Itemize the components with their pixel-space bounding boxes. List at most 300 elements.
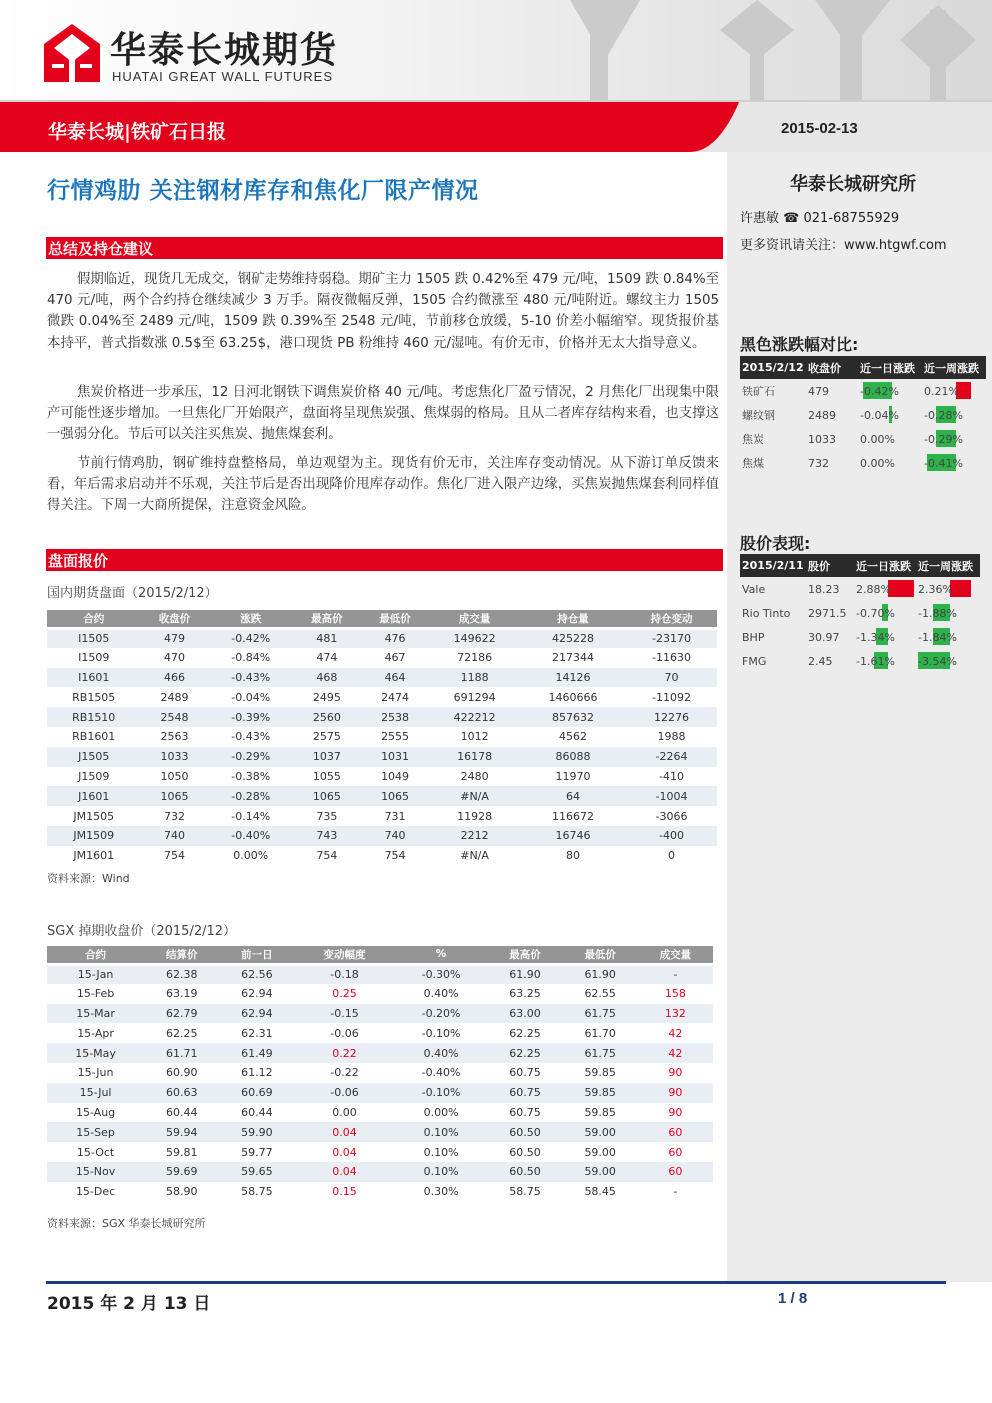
table-cell: 15-Oct: [76, 1145, 115, 1159]
table-cell: 1012: [460, 730, 489, 744]
table-cell: I1509: [78, 651, 110, 665]
table-cell: 59.00: [563, 1122, 638, 1142]
table-cell: 61.70: [584, 1026, 616, 1040]
page-number: 1 / 8: [778, 1290, 808, 1307]
column-header: 最高价: [487, 946, 562, 964]
analyst-phone: 021-68755929: [803, 211, 900, 226]
table-cell: 1065: [293, 786, 361, 806]
header-decoration: [420, 0, 992, 100]
table-cell: 59.77: [241, 1145, 273, 1159]
table-cell: -0.22: [330, 1066, 359, 1080]
table-cell: 1460666: [548, 690, 598, 704]
table-cell: 61.90: [563, 964, 638, 984]
footer-divider: [46, 1281, 946, 1284]
table-row: [47, 846, 717, 866]
table-cell: 0.25: [332, 987, 357, 1001]
table-cell: 1065: [140, 786, 208, 806]
domestic-source: 资料来源：Wind: [47, 872, 130, 885]
table-row: [47, 1142, 713, 1162]
table-cell: 60: [668, 1145, 683, 1159]
phone-icon: ☎: [783, 211, 800, 226]
table-cell: 735: [316, 809, 338, 823]
table-cell: -0.40%: [421, 1066, 461, 1080]
institute-name: 华泰长城研究所: [790, 174, 916, 195]
table-cell: 0.00: [332, 1105, 357, 1119]
column-header: 前一日: [219, 946, 294, 964]
table-cell: 61.90: [487, 964, 562, 984]
stock-row: [740, 601, 980, 625]
change-value: -1.88%: [918, 606, 957, 620]
change-value: -0.42%: [860, 384, 899, 398]
table-cell: 474: [316, 651, 338, 665]
table-cell: 0.00%: [233, 849, 269, 863]
stock-row: [740, 625, 980, 649]
table-cell: 60.44: [165, 1105, 198, 1119]
table-cell: 2495: [312, 690, 341, 704]
brand-name-en: HUATAI GREAT WALL FUTURES: [112, 69, 333, 84]
column-header: 结算价: [144, 946, 219, 964]
column-header: 合约: [47, 610, 140, 628]
table-cell: 2489: [160, 690, 189, 704]
table-cell: RB1510: [47, 707, 140, 727]
change-value: 0.00%: [860, 432, 895, 446]
table-cell: -410: [659, 769, 684, 783]
table-cell: 16746: [520, 826, 626, 846]
stock-row: [740, 649, 980, 673]
table-cell: -23170: [626, 628, 717, 648]
change-cell: [858, 451, 922, 475]
table-row: [47, 668, 717, 688]
stock-header: 2015/2/11: [740, 554, 806, 577]
table-cell: 62.55: [584, 987, 616, 1001]
brand-name-cn: 华泰长城期货: [110, 30, 339, 71]
table-cell: 0.04: [294, 1162, 394, 1182]
table-row: [47, 1063, 713, 1083]
change-value: -0.41%: [924, 456, 963, 470]
domestic-table-caption: 国内期货盘面（2015/2/12）: [47, 586, 218, 601]
table-cell: 64: [520, 786, 626, 806]
table-cell: 12276: [626, 707, 717, 727]
table-cell: 63.25: [509, 987, 541, 1001]
page-title: 行情鸡肋 关注钢材库存和焦化厂限产情况: [47, 178, 479, 204]
table-cell: 11970: [555, 769, 591, 783]
column-header: 收盘价: [140, 610, 208, 628]
change-value: 0.21%: [924, 384, 959, 398]
table-row: [47, 984, 713, 1004]
summary-paragraph: 假期临近，现货几无成交，钢矿走势维持弱稳。期矿主力 1505 跌 0.42%至 479 元/吨，1509 跌 0.84%至 470 元/吨，两个合约持仓继续减少 3 万手。隔夜微幅反弹，1505 合约微涨至 480 元/吨附近。螺纹主力 1505 微跌 0.04%至 2489 元/吨，1509 跌 0.39%至 2548 元/吨，节前移仓放缓，5-10 价差小幅缩窄。现货报价基本持平，普式指数涨 0.5$至 63.25$，港口现货 PB 粉维持 460 元/湿吨。有价无市，价格并无太大指导意义。: [47, 272, 719, 351]
table-row: [47, 628, 717, 648]
table-row: [47, 707, 717, 727]
table-cell: -400: [626, 826, 717, 846]
table-row: [47, 1083, 713, 1103]
table-cell: 58.75: [241, 1185, 273, 1199]
table-cell: 59.94: [144, 1122, 219, 1142]
sgx-table-caption: SGX 掉期收盘价（2015/2/12）: [47, 924, 237, 939]
table-cell: 62.56: [219, 964, 294, 984]
table-cell: 62.94: [219, 1004, 294, 1024]
black-compare-header: 2015/2/12: [740, 356, 806, 379]
change-value: 0.00%: [860, 456, 895, 470]
table-cell: 422212: [429, 707, 520, 727]
table-cell: 63.19: [165, 987, 198, 1001]
black-compare-row: [740, 451, 986, 475]
report-date: 2015-02-13: [781, 120, 858, 137]
table-cell: 59.65: [219, 1162, 294, 1182]
table-cell: -0.42%: [209, 628, 293, 648]
commodity-name: 焦煤: [742, 457, 764, 470]
stock-price: 2971.5: [808, 606, 847, 620]
change-value: -3.54%: [918, 654, 957, 668]
table-cell: 59.85: [584, 1105, 616, 1119]
summary-paragraph: 节前行情鸡肋，钢矿维持盘整格局，单边观望为主。现货有价无市，关注库存变动情况。从下游订单反馈来看，年后需求启动并不乐观，关注节后是否出现降价甩库存动作。焦化厂进入限产边缘，买焦炭抛焦煤套利同样值得关注。下周一大商所提保，注意资金风险。: [47, 456, 719, 514]
table-cell: 15-Nov: [47, 1162, 144, 1182]
table-cell: 42: [638, 1043, 713, 1063]
column-header: 合约: [47, 946, 144, 964]
column-header: 最低价: [361, 610, 429, 628]
table-cell: 16178: [429, 747, 520, 767]
table-cell: -0.28%: [209, 786, 293, 806]
change-cell: [922, 379, 986, 403]
table-cell: 464: [361, 668, 429, 688]
table-cell: -0.20%: [395, 1004, 488, 1024]
table-cell: 60.44: [241, 1105, 273, 1119]
table-cell: J1601: [47, 786, 140, 806]
report-title: 华泰长城|铁矿石日报: [48, 121, 226, 143]
table-cell: -0.40%: [209, 826, 293, 846]
change-value: -0.29%: [924, 432, 963, 446]
table-cell: 90: [668, 1105, 683, 1119]
table-cell: -0.10%: [395, 1083, 488, 1103]
table-cell: 15-Jan: [47, 964, 144, 984]
commodity-name: 铁矿石: [742, 385, 775, 398]
black-compare-row: [740, 403, 986, 427]
table-cell: 754: [164, 849, 186, 863]
table-row: [47, 1162, 713, 1182]
table-row: [47, 648, 717, 668]
close-price: 1033: [808, 432, 836, 446]
table-cell: 857632: [520, 707, 626, 727]
table-cell: 61.71: [144, 1043, 219, 1063]
table-cell: -0.04%: [231, 690, 271, 704]
table-cell: -0.06: [330, 1026, 359, 1040]
table-cell: 61.75: [563, 1043, 638, 1063]
table-cell: 481: [293, 628, 361, 648]
table-cell: 2212: [429, 826, 520, 846]
table-cell: -0.29%: [209, 747, 293, 767]
black-compare-header: 收盘价: [806, 356, 858, 379]
table-cell: 60.63: [144, 1083, 219, 1103]
table-cell: 11928: [457, 809, 493, 823]
table-cell: 1188: [429, 668, 520, 688]
table-cell: 90: [668, 1066, 683, 1080]
summary-heading: 总结及持仓建议: [46, 237, 723, 259]
table-cell: #N/A: [460, 849, 489, 863]
table-cell: 0.40%: [395, 1043, 488, 1063]
stock-price: 18.23: [808, 582, 840, 596]
table-cell: -0.06: [294, 1083, 394, 1103]
black-compare-table: [740, 356, 986, 475]
table-cell: 62.94: [241, 987, 273, 1001]
table-cell: JM1505: [73, 809, 115, 823]
table-cell: 58.75: [509, 1185, 541, 1199]
change-cell: [916, 577, 980, 601]
table-cell: 149622: [429, 628, 520, 648]
table-cell: 466: [140, 668, 208, 688]
table-cell: 58.90: [165, 1185, 198, 1199]
table-cell: RB1505: [72, 690, 116, 704]
stock-performance-heading: 股价表现:: [740, 534, 811, 553]
table-cell: 1050: [160, 769, 189, 783]
change-cell: [916, 625, 980, 649]
table-cell: -0.43%: [209, 668, 293, 688]
table-cell: 0.04: [294, 1122, 394, 1142]
table-cell: 2563: [160, 730, 189, 744]
table-cell: J1509: [78, 769, 110, 783]
table-cell: 0.00%: [423, 1105, 459, 1119]
table-cell: 158: [664, 987, 686, 1001]
stock-header: 股价: [806, 554, 854, 577]
change-value: -1.61%: [856, 654, 895, 668]
stock-price: 2.45: [808, 654, 833, 668]
change-cell: [858, 427, 922, 451]
table-cell: -11630: [652, 651, 691, 665]
change-value: -0.28%: [924, 408, 963, 422]
table-cell: 0.04: [332, 1145, 357, 1159]
table-cell: 2474: [381, 690, 410, 704]
table-cell: 1055: [312, 769, 341, 783]
close-price: 479: [808, 384, 829, 398]
table-cell: 0.10%: [395, 1122, 488, 1142]
table-cell: 59.85: [584, 1066, 616, 1080]
column-header: 变动幅度: [294, 946, 394, 964]
table-row: [47, 964, 713, 984]
commodity-name: 螺纹钢: [742, 409, 775, 422]
table-cell: 1033: [140, 747, 208, 767]
table-cell: 86088: [520, 747, 626, 767]
change-cell: [854, 625, 916, 649]
table-cell: 743: [293, 826, 361, 846]
table-cell: -: [638, 964, 713, 984]
black-compare-header: 近一日涨跌: [858, 356, 922, 379]
column-header: 持仓变动: [626, 610, 717, 628]
table-cell: 425228: [520, 628, 626, 648]
column-header: 持仓量: [520, 610, 626, 628]
black-compare-heading: 黑色涨跌幅对比:: [740, 335, 859, 354]
table-row: [47, 806, 717, 826]
change-cell: [916, 601, 980, 625]
more-info-link[interactable]: 更多资讯请关注：www.htgwf.com: [740, 238, 947, 253]
change-cell: [854, 577, 916, 601]
footer-date: 2015 年 2 月 13 日: [47, 1294, 211, 1314]
table-cell: 479: [140, 628, 208, 648]
table-cell: -2264: [626, 747, 717, 767]
table-cell: 58.45: [584, 1185, 616, 1199]
table-cell: 63.00: [487, 1004, 562, 1024]
table-cell: 2548: [140, 707, 208, 727]
table-cell: 467: [384, 651, 406, 665]
table-cell: I1505: [47, 628, 140, 648]
table-cell: 1065: [361, 786, 429, 806]
black-compare-row: [740, 427, 986, 451]
table-cell: 4562: [559, 730, 588, 744]
table-cell: 1049: [381, 769, 410, 783]
table-cell: 59.69: [144, 1162, 219, 1182]
change-value: 2.36%: [918, 582, 953, 596]
market-heading: 盘面报价: [46, 549, 723, 571]
stock-performance-table: [740, 554, 980, 673]
column-header: 最低价: [563, 946, 638, 964]
column-header: 最高价: [293, 610, 361, 628]
close-price: 2489: [808, 408, 836, 422]
stock-header: 近一日涨跌: [854, 554, 916, 577]
table-cell: 59.00: [584, 1145, 616, 1159]
table-cell: 1037: [293, 747, 361, 767]
table-cell: 754: [316, 849, 338, 863]
analyst-name: 许惠敏: [740, 211, 780, 226]
change-cell: [922, 451, 986, 475]
page-header: [0, 0, 992, 100]
sgx-swap-table: [47, 946, 713, 1202]
table-cell: 0.40%: [423, 987, 459, 1001]
column-header: 成交量: [429, 610, 520, 628]
table-cell: 62.25: [509, 1026, 541, 1040]
table-cell: 217344: [552, 651, 595, 665]
table-cell: 15-Aug: [75, 1105, 116, 1119]
table-cell: 1988: [657, 730, 686, 744]
table-cell: 470: [164, 651, 186, 665]
table-row: [47, 826, 717, 846]
change-cell: [854, 601, 916, 625]
table-cell: 15-Jul: [47, 1083, 144, 1103]
table-cell: J1505: [47, 747, 140, 767]
table-cell: #N/A: [429, 786, 520, 806]
table-cell: 62.38: [144, 964, 219, 984]
sidebar: [727, 152, 992, 1282]
table-cell: 61.49: [219, 1043, 294, 1063]
table-cell: -0.30%: [395, 964, 488, 984]
stock-name: Rio Tinto: [742, 606, 791, 620]
table-cell: -0.15: [294, 1004, 394, 1024]
table-cell: 15-Mar: [47, 1004, 144, 1024]
table-cell: 0.10%: [423, 1145, 459, 1159]
table-row: [47, 747, 717, 767]
table-cell: -: [673, 1185, 678, 1199]
table-cell: -0.14%: [231, 809, 271, 823]
table-cell: 60: [638, 1162, 713, 1182]
table-cell: 60.75: [487, 1083, 562, 1103]
table-cell: 15-Jun: [77, 1066, 114, 1080]
table-cell: 731: [384, 809, 406, 823]
table-cell: 754: [384, 849, 406, 863]
stock-name: FMG: [742, 654, 767, 668]
change-cell: [858, 403, 922, 427]
change-value: -0.04%: [860, 408, 899, 422]
table-cell: 60.50: [487, 1162, 562, 1182]
table-cell: -0.43%: [231, 730, 271, 744]
table-row: [47, 1043, 713, 1063]
stock-name: BHP: [742, 630, 765, 644]
table-row: [47, 727, 717, 747]
table-cell: -1004: [626, 786, 717, 806]
table-cell: 61.75: [563, 1004, 638, 1024]
table-cell: -0.18: [294, 964, 394, 984]
table-cell: -0.84%: [231, 651, 271, 665]
table-cell: I1601: [47, 668, 140, 688]
table-cell: 14126: [520, 668, 626, 688]
table-cell: 468: [293, 668, 361, 688]
commodity-name: 焦炭: [742, 433, 764, 446]
stock-name: Vale: [742, 582, 766, 596]
table-cell: -0.10%: [421, 1026, 461, 1040]
table-cell: 0.22: [294, 1043, 394, 1063]
black-compare-header: 近一周涨跌: [922, 356, 986, 379]
table-cell: 15-Feb: [76, 987, 115, 1001]
table-cell: -11092: [652, 690, 691, 704]
table-cell: 60.75: [509, 1105, 541, 1119]
table-cell: 61.12: [241, 1066, 273, 1080]
table-row: [47, 767, 717, 787]
stock-row: [740, 577, 980, 601]
table-cell: -3066: [655, 809, 688, 823]
table-cell: -0.38%: [231, 769, 271, 783]
sgx-source: 资料来源：SGX 华泰长城研究所: [47, 1217, 206, 1230]
analyst-line: [740, 207, 899, 226]
table-cell: 60: [638, 1122, 713, 1142]
table-cell: JM1601: [73, 849, 115, 863]
black-compare-row: [740, 379, 986, 403]
logo-icon: [44, 24, 100, 82]
change-value: -0.70%: [856, 606, 895, 620]
table-cell: 2560: [293, 707, 361, 727]
table-cell: 2575: [312, 730, 341, 744]
table-cell: 59.90: [219, 1122, 294, 1142]
table-cell: 2555: [381, 730, 410, 744]
table-cell: 740: [361, 826, 429, 846]
table-cell: 59.00: [563, 1162, 638, 1182]
stock-header: 近一周涨跌: [916, 554, 980, 577]
table-cell: 691294: [453, 690, 496, 704]
change-bar: [950, 580, 971, 597]
table-row: [47, 1122, 713, 1142]
table-cell: JM1509: [47, 826, 140, 846]
table-cell: 2538: [361, 707, 429, 727]
table-row: [47, 786, 717, 806]
table-cell: 15-May: [47, 1043, 144, 1063]
table-cell: -0.39%: [209, 707, 293, 727]
close-price: 732: [808, 456, 829, 470]
table-cell: 0.10%: [395, 1162, 488, 1182]
table-row: [47, 1182, 713, 1202]
table-cell: 62.25: [487, 1043, 562, 1063]
change-value: -1.84%: [918, 630, 957, 644]
table-cell: 60.90: [165, 1066, 198, 1080]
table-row: [47, 1004, 713, 1024]
table-cell: 732: [164, 809, 186, 823]
table-cell: 60.75: [509, 1066, 541, 1080]
table-cell: 1031: [361, 747, 429, 767]
table-cell: RB1601: [72, 730, 116, 744]
table-row: [47, 687, 717, 707]
column-header: %: [395, 946, 488, 964]
stock-price: 30.97: [808, 630, 840, 644]
change-bar: [888, 580, 914, 597]
change-cell: [922, 427, 986, 451]
change-cell: [922, 403, 986, 427]
column-header: 涨跌: [209, 610, 293, 628]
table-cell: 0.30%: [423, 1185, 459, 1199]
table-cell: 116672: [552, 809, 595, 823]
table-cell: 62.79: [144, 1004, 219, 1024]
